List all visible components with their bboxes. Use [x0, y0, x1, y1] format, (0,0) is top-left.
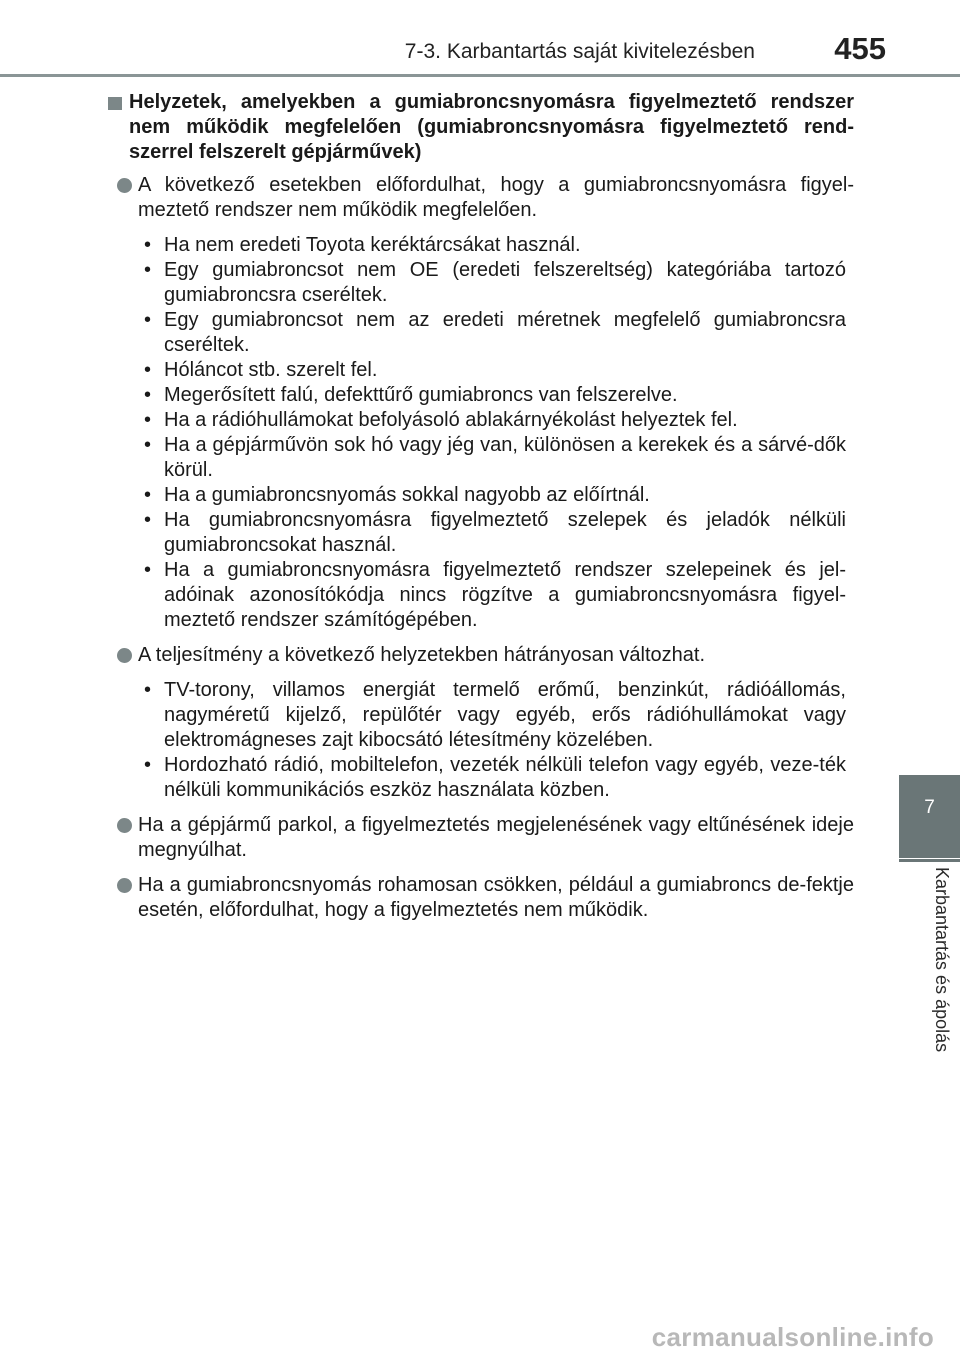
sub-list	[138, 233, 854, 633]
chapter-divider	[899, 859, 960, 862]
sub-list-item: • Ha a gépjárművön sok hó vagy jég van, különösen a kerekek és a sárvé-dők körül.	[144, 434, 846, 481]
page-header	[0, 0, 960, 76]
section-heading	[108, 90, 854, 165]
sub-list-item: • Egy gumiabroncsot nem az eredeti méretnek megfelelő gumiabroncsra cseréltek.	[144, 309, 846, 356]
sub-list-item: • TV-torony, villamos energiát termelő erőmű, benzinkút, rádióállomás, nagyméretű kijelző, repülőtér vagy egyéb, erős rádióhullámokat vagy elektromágneses zajt kibocsátó létesítmény közelében.	[144, 679, 846, 751]
list-item-text: Ha a gépjármű parkol, a figyelmeztetés megjelenésének vagy eltűnésének ideje megnyúlhat.	[138, 814, 854, 861]
list-item-text: A teljesítmény a következő helyzetekben hátrányosan változhat.	[138, 644, 706, 666]
sub-list-item: • Ha a gumiabroncsnyomásra figyelmeztető rendszer szelepeinek és jel-adóinak azonosítókódja nincs rögzítve a gumiabroncsnyomásra figyel-meztető rendszer számítógépében.	[144, 559, 846, 631]
list-item	[108, 813, 854, 863]
sub-list-item: • Ha nem eredeti Toyota keréktárcsákat használ.	[144, 234, 581, 256]
sub-list-item: • Ha a rádióhullámokat befolyásoló ablakárnyékolást helyeztek fel.	[144, 409, 738, 431]
chapter-number: 7	[924, 797, 935, 818]
sub-list-item: • Megerősített falú, defekttűrő gumiabroncs van felszerelve.	[144, 384, 678, 406]
page-content	[108, 90, 854, 933]
sub-list-item: • Ha a gumiabroncsnyomás sokkal nagyobb az előírtnál.	[144, 484, 650, 506]
section-heading-text: Helyzetek, amelyekben a gumiabroncsnyomásra figyelmeztető rendszer nem működik megfelelően (gumiabroncsnyomásra figyelmeztető rend-szerrel felszerelt gépjárművek)	[129, 91, 854, 163]
chapter-title: Karbantartás és ápolás	[932, 867, 952, 1053]
circle-bullet-icon	[117, 818, 132, 833]
list-item	[108, 643, 854, 668]
circle-bullet-icon	[117, 178, 132, 193]
watermark: carmanualsonline.info	[651, 1322, 934, 1352]
sub-list-item: • Egy gumiabroncsot nem OE (eredeti felszereltség) kategóriába tartozó gumiabroncsra cseréltek.	[144, 259, 846, 306]
circle-bullet-icon	[117, 648, 132, 663]
page-number: 455	[834, 31, 886, 66]
square-bullet-icon	[108, 97, 122, 110]
section-title: 7-3. Karbantartás saját kivitelezésben	[404, 40, 755, 63]
list-item-text: Ha a gumiabroncsnyomás rohamosan csökken, például a gumiabroncs de-fektje esetén, előfordulhat, hogy a figyelmeztetés nem működik.	[138, 874, 854, 921]
sub-list-item: • Hóláncot stb. szerelt fel.	[144, 359, 378, 381]
header-divider	[0, 74, 960, 77]
sub-list-item: • Hordozható rádió, mobiltelefon, vezeték nélküli telefon vagy egyéb, veze-ték nélküli kommunikációs eszköz használata közben.	[144, 754, 846, 801]
list-item-text: A következő esetekben előfordulhat, hogy a gumiabroncsnyomásra figyel-meztető rendszer nem működik megfelelően.	[138, 174, 854, 221]
sub-list	[138, 678, 854, 803]
circle-bullet-icon	[117, 878, 132, 893]
list-item	[108, 873, 854, 923]
chapter-tab	[899, 775, 960, 858]
sub-list-item: • Ha gumiabroncsnyomásra figyelmeztető szelepek és jeladók nélküli gumiabroncsokat használ.	[144, 509, 846, 556]
list-item	[108, 173, 854, 223]
